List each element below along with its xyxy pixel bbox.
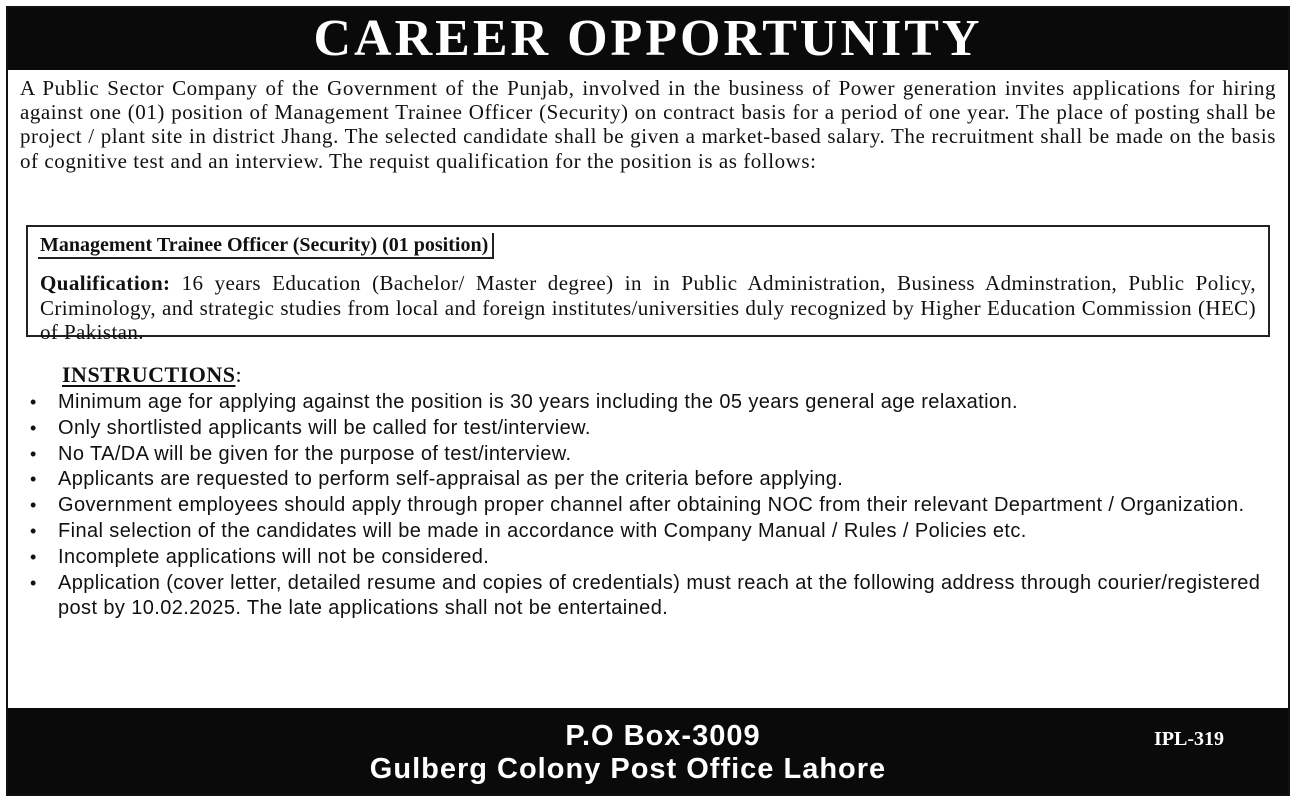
ad-reference-code: IPL-319 [1154, 728, 1224, 750]
instruction-item [28, 390, 1268, 416]
instruction-text: Final selection of the candidates will be made in accordance with Company Manual / Rules / Policies etc. [58, 519, 1027, 542]
footer-bar [8, 708, 1288, 794]
bullet-icon: • [30, 417, 37, 438]
instruction-text: Minimum age for applying against the position is 30 years including the 05 years general age relaxation. [58, 391, 1018, 413]
qualification-label: Qualification: [40, 271, 171, 295]
instruction-item [28, 493, 1268, 519]
qualification-text: 16 years Education (Bachelor/ Master degree) in in Public Administration, Business Adminstration, Public Policy, Criminology, and strategic studies from local and foreign institutes/universities duly recognized by Higher Education Commission (HEC) of Pakistan. [40, 271, 1256, 344]
bullet-icon: • [30, 469, 37, 490]
bullet-icon: • [30, 546, 37, 567]
instruction-item [28, 571, 1268, 623]
instructions-heading-text: INSTRUCTIONS [62, 362, 236, 387]
bullet-icon: • [30, 443, 37, 464]
post-office-address: Gulberg Colony Post Office Lahore [369, 753, 887, 785]
bullet-icon: • [30, 520, 37, 541]
bullet-icon: • [30, 495, 37, 516]
instruction-text: No TA/DA will be given for the purpose of test/interview. [58, 442, 572, 465]
intro-paragraph: A Public Sector Company of the Government of the Punjab, involved in the business of Power generation invites applications for hiring against one (01) position of Management Trainee Officer (Security) on contract basis for a period of one year. The place of posting shall be project / plant site in district Jhang. The selected candidate shall be given a market-based salary. The recruitment shall be made on the basis of cognitive test and an interview. The requist qualification for the position is as follows: [20, 76, 1276, 173]
instruction-item [28, 519, 1268, 545]
bullet-icon: • [30, 392, 37, 412]
instructions-list [28, 390, 1268, 622]
instructions-heading-colon: : [235, 362, 243, 387]
instruction-text: Government employees should apply through proper channel after obtaining NOC from their relevant Department / Organization. [58, 494, 1245, 517]
instruction-text: Applicants are requested to perform self-appraisal as per the criteria before applying. [58, 468, 844, 491]
instruction-item [28, 416, 1268, 442]
page-title: CAREER OPPORTUNITY [313, 10, 983, 67]
advertisement-frame [6, 6, 1290, 796]
po-box-address: P.O Box-3009 [565, 720, 761, 752]
header-bar [8, 8, 1288, 70]
instruction-item [28, 467, 1268, 493]
instructions-heading [62, 362, 242, 388]
bullet-icon: • [30, 572, 37, 593]
instruction-text: Incomplete applications will not be considered. [58, 545, 490, 568]
instruction-item [28, 442, 1268, 468]
instruction-item [28, 545, 1268, 571]
position-title: Management Trainee Officer (Security) (01 position) [38, 233, 494, 259]
position-box [26, 225, 1270, 344]
instruction-text: Only shortlisted applicants will be called for test/interview. [58, 416, 591, 439]
qualification-paragraph [40, 271, 1256, 345]
instruction-text: Application (cover letter, detailed resume and copies of credentials) must reach at the following address through courier/registered post by 10.02.2025. The late applications shall not be entertained. [58, 571, 1261, 620]
